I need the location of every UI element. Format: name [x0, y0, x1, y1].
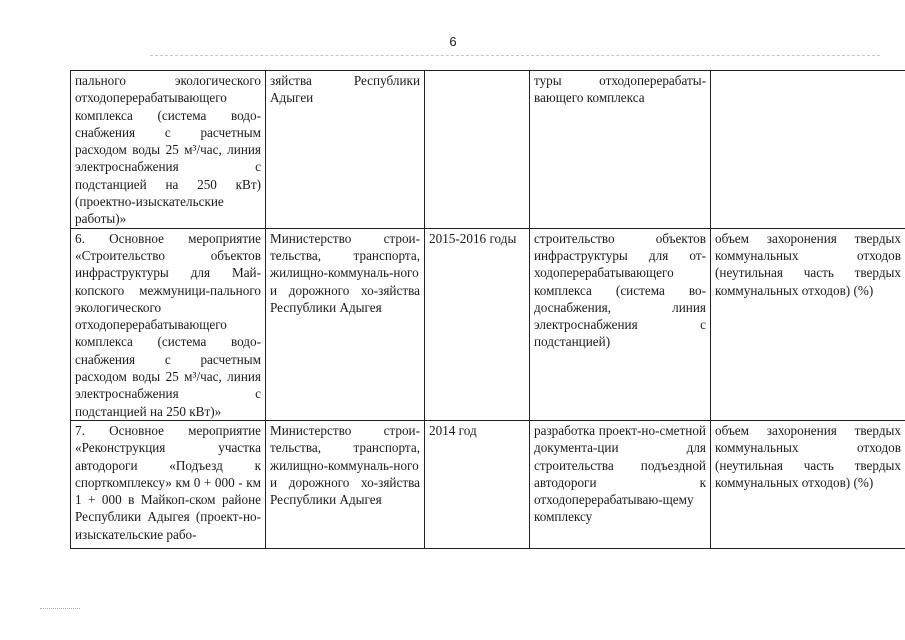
table-row — [71, 228, 905, 420]
period-cell: 2014 год — [425, 420, 530, 548]
indicator-cell: объем захоронения твердых коммунальных отходов (неутильная часть твердых коммунальных отходов) (%) — [711, 228, 905, 420]
table-row — [71, 420, 905, 548]
result-cell: разработка проект-но-сметной документа-ции для строительства подъездной автодороги к отходоперерабатываю-щему комплексу — [530, 420, 711, 548]
measure-name-cell: 7. Основное мероприятие «Реконструкция участка автодороги «Подъезд к спорткомплексу» км 0 + 000 - км 1 + 000 в Майкоп-ском районе Республики Адыгея (проект-но-изыскательские рабо- — [71, 420, 266, 548]
page-number: 6 — [449, 34, 457, 49]
executor-cell: зяйства Республики Адыгеи — [266, 71, 425, 229]
indicator-cell — [711, 71, 905, 229]
period-cell: 2015-2016 годы — [425, 228, 530, 420]
measures-table — [70, 70, 905, 549]
indicator-cell: объем захоронения твердых коммунальных отходов (неутильная часть твердых коммунальных отходов) (%) — [711, 420, 905, 548]
measure-name-cell: пального экологического отходоперерабатывающего комплекса (система водо-снабжения с расчетным расходом воды 25 м³/час, линия электроснабжения с подстанцией на 250 кВт) (проектно-изыскательские работы)» — [71, 71, 266, 229]
measure-name-cell: 6. Основное мероприятие «Строительство объектов инфраструктуры для Май-копского межмуници-пального экологического отходоперерабатывающего комплекса (система водо-снабжения с расчетным расходом воды 25 м³/час, линия электроснабжения с подстанцией на 250 кВт)» — [71, 228, 266, 420]
scan-artifact-dots — [40, 608, 80, 609]
result-cell: строительство объектов инфраструктуры для от-ходоперерабатывающего комплекса (система во-доснабжения, линия электроснабжения с подстанцией) — [530, 228, 711, 420]
scan-artifact-line — [150, 55, 880, 56]
period-cell — [425, 71, 530, 229]
table-row — [71, 71, 905, 229]
executor-cell: Министерство строи-тельства, транспорта, жилищно-коммуналь-ного и дорожного хо-зяйства Республики Адыгея — [266, 420, 425, 548]
result-cell: туры отходоперерабаты-вающего комплекса — [530, 71, 711, 229]
executor-cell: Министерство строи-тельства, транспорта, жилищно-коммуналь-ного и дорожного хо-зяйства Республики Адыгея — [266, 228, 425, 420]
